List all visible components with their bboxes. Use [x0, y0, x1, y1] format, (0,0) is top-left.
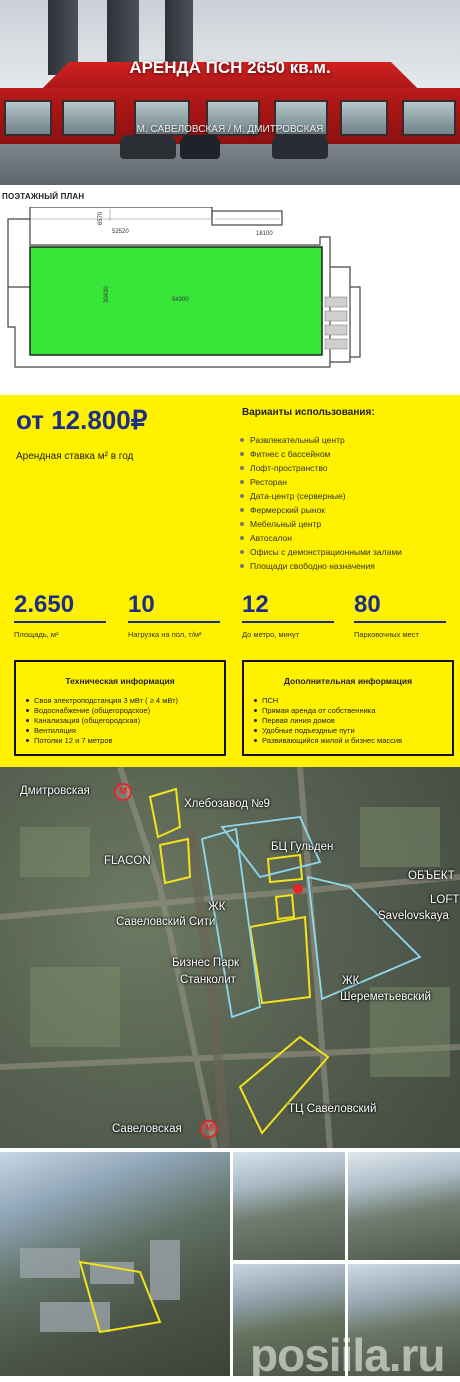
bullet-icon: [26, 739, 29, 742]
bullet-icon: [240, 480, 244, 484]
map-label-gulden: БЦ Гульден: [271, 841, 334, 853]
map-label-tc-savelovsky: ТЦ Савеловский: [288, 1103, 377, 1115]
hero-subtitle: М. САВЕЛОВСКАЯ / М. ДМИТРОВСКАЯ: [136, 124, 324, 135]
floor-plan-section: [0, 185, 460, 395]
map-label-savelovsky-city: Савеловский Сити: [116, 916, 216, 928]
bullet-icon: [240, 466, 244, 470]
map-label-stankolit: Станколит: [180, 974, 236, 986]
location-map: [0, 767, 460, 1148]
map-label-loft-name: Savelovskaya: [378, 910, 449, 922]
uses-list: [236, 433, 456, 573]
bullet-icon: [240, 550, 244, 554]
list-item: Дата-центр (серверные): [236, 489, 456, 503]
bullet-icon: [240, 564, 244, 568]
stat-value: 2.650: [14, 591, 106, 623]
plan-dimension: 30430: [104, 286, 110, 303]
stat-label: Парковочных мест: [354, 630, 419, 639]
plan-dimension: 84300: [172, 297, 189, 303]
tech-info-title: Техническая информация: [65, 676, 175, 686]
map-label-zhk: ЖК: [342, 975, 360, 987]
map-label-dmitrovskaya: Дмитровская: [20, 785, 90, 797]
list-item: Ресторан: [236, 475, 456, 489]
bullet-icon: [26, 709, 29, 712]
list-item: Своя электроподстанция 3 мВт ( ≥ 4 мВт): [26, 695, 224, 705]
list-item: Потолки 12 и 7 метров: [26, 735, 224, 745]
stat-label: Площадь, м²: [14, 630, 59, 639]
map-label-sheremetyevsky: Шереметьевский: [340, 991, 431, 1003]
stat-value: 10: [128, 591, 220, 623]
extra-info-box: [242, 660, 454, 756]
list-item: Лофт-пространство: [236, 461, 456, 475]
list-item: Автосалон: [236, 531, 456, 545]
floor-plan-drawing: [0, 207, 460, 385]
plan-dimension: 52520: [112, 229, 129, 235]
stat-label: Нагрузка на пол, т/м²: [128, 630, 202, 639]
info-section: [0, 395, 460, 767]
map-label-object: ОБЪЕКТ: [408, 870, 455, 882]
object-marker: [293, 884, 303, 894]
list-item: Мебельный центр: [236, 517, 456, 531]
bullet-icon: [26, 729, 29, 732]
list-item: Развлекательный центр: [236, 433, 456, 447]
stat-area: [14, 591, 106, 639]
car-image: [272, 135, 328, 159]
stat-label: До метро, минут: [242, 630, 300, 639]
list-item: Водоснабжение (общегородское): [26, 705, 224, 715]
map-label-hlebozavod: Хлебозавод №9: [184, 798, 270, 810]
tech-info-list: [26, 695, 224, 745]
uses-title: Варианты использования:: [242, 407, 375, 418]
list-item: Первая линия домов: [254, 715, 452, 725]
floor-plan-title: ПОЭТАЖНЫЙ ПЛАН: [2, 192, 85, 201]
price-caption: Арендная ставка м² в год: [16, 451, 134, 462]
bullet-icon: [240, 508, 244, 512]
metro-icon: М: [200, 1120, 218, 1138]
bullet-icon: [254, 699, 257, 702]
bullet-icon: [240, 438, 244, 442]
aerial-photo: [348, 1152, 460, 1260]
stat-value: 12: [242, 591, 334, 623]
car-image: [120, 135, 176, 159]
bullet-icon: [240, 494, 244, 498]
map-label-loft: LOFT: [430, 894, 460, 906]
bullet-icon: [240, 452, 244, 456]
list-item: ПСН: [254, 695, 452, 705]
metro-icon: М: [114, 783, 132, 801]
list-item: Площади свободно назначения: [236, 559, 456, 573]
list-item: Фитнес с бассейном: [236, 447, 456, 461]
price: от 12.800₽: [16, 405, 148, 435]
plan-dimension: 6570: [98, 211, 104, 225]
watermark: posiila.ru: [250, 1329, 445, 1381]
bullet-icon: [240, 522, 244, 526]
photo-gallery: [0, 1148, 460, 1381]
aerial-photo: [233, 1152, 345, 1260]
bullet-icon: [26, 719, 29, 722]
aerial-photo: [0, 1152, 230, 1376]
list-item: Прямая аренда от собственника: [254, 705, 452, 715]
tech-info-box: [14, 660, 226, 756]
extra-info-title: Дополнительная информация: [283, 676, 413, 686]
bullet-icon: [254, 709, 257, 712]
list-item: Фермерский рынок: [236, 503, 456, 517]
plan-dimension: 18100: [256, 231, 273, 237]
stat-parking: [354, 591, 446, 639]
bullet-icon: [254, 719, 257, 722]
map-label-business-park: Бизнес Парк: [172, 957, 240, 969]
stat-metro-distance: [242, 591, 334, 639]
bullet-icon: [254, 729, 257, 732]
stat-floor-load: [128, 591, 220, 639]
list-item: Удобные подъездные пути: [254, 725, 452, 735]
map-label-savelovskaya: Савеловская: [112, 1123, 182, 1135]
extra-info-list: [254, 695, 452, 745]
stat-value: 80: [354, 591, 446, 623]
hero-title: АРЕНДА ПСН 2650 кв.м.: [129, 58, 331, 77]
bullet-icon: [26, 699, 29, 702]
car-image: [180, 135, 220, 159]
map-label-flacon: FLACON: [104, 855, 151, 867]
bullet-icon: [240, 536, 244, 540]
list-item: Развивающийся жилой и бизнес массив: [254, 735, 452, 745]
bullet-icon: [254, 739, 257, 742]
list-item: Офисы с демонстрационными залами: [236, 545, 456, 559]
list-item: Канализация (общегородская): [26, 715, 224, 725]
map-label-zhk: ЖК: [208, 901, 226, 913]
hero-banner: [0, 0, 460, 185]
parking-ground: [0, 144, 460, 185]
list-item: Вентиляция: [26, 725, 224, 735]
